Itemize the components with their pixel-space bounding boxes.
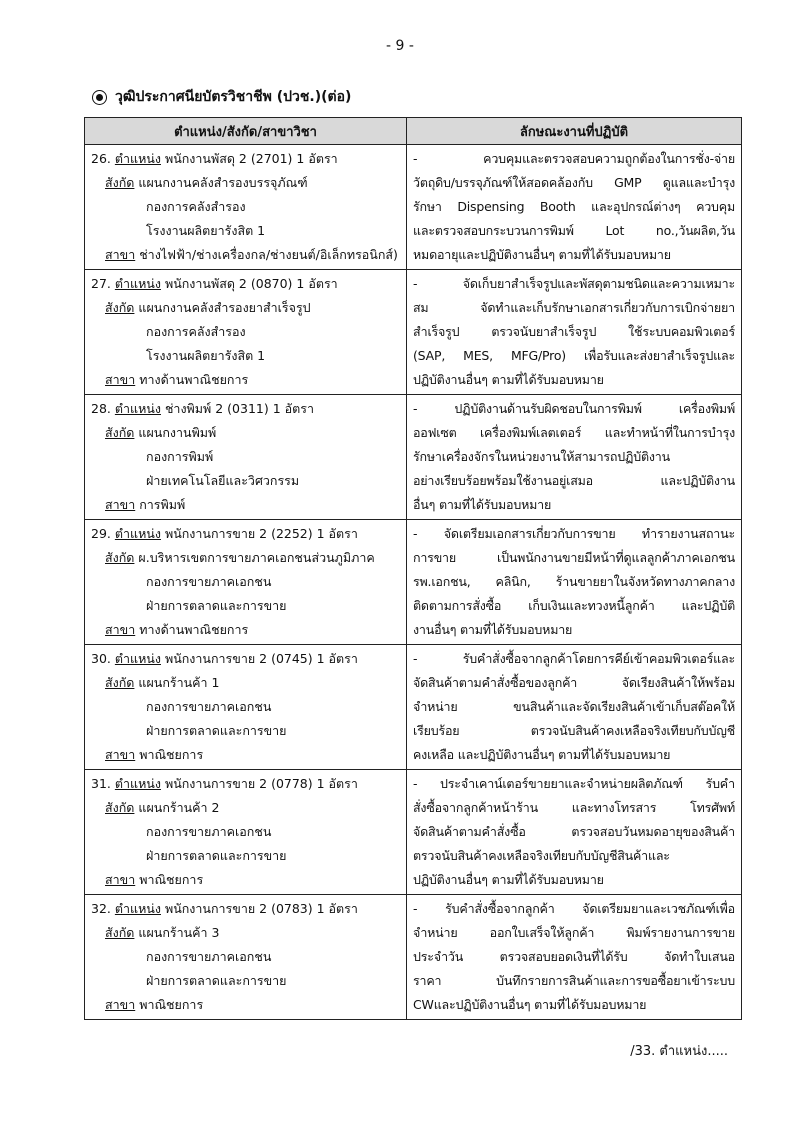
duty-line: คงเหลือ และปฏิบัติงานอื่นๆ ตามที่ได้รับมอบหมาย <box>413 747 671 762</box>
row-number: 29. <box>91 526 111 541</box>
duty-line: รักษาเครื่องจักรในหน่วยงานให้สามารถปฏิบัติงาน <box>413 449 670 464</box>
duty-line: (SAP, MES, MFG/Pro) เพื่อรับและส่งยาสำเร็จรูปและ <box>413 348 735 363</box>
duties-cell <box>407 270 742 395</box>
table-row <box>85 895 742 1020</box>
duty-line: สม จัดทำและเก็บรักษาเอกสารเกี่ยวกับการเบิกจ่ายยา <box>413 300 735 315</box>
duty-line: อื่นๆ ตามที่ได้รับมอบหมาย <box>413 497 552 512</box>
field-label: สาขา <box>105 747 136 762</box>
row-number: 27. <box>91 276 111 291</box>
department-value: ฝ่ายการตลาดและการขาย <box>146 848 287 863</box>
affiliation-value: แผนกร้านค้า 2 <box>138 800 220 815</box>
duty-line: - ประจำเคาน์เตอร์ขายยาและจำหน่ายผลิตภัณฑ์ รับคำ <box>413 776 735 791</box>
duties-cell <box>407 645 742 770</box>
affiliation-value: แผนกงานพิมพ์ <box>138 425 217 440</box>
duty-line: - รับคำสั่งซื้อจากลูกค้า จัดเตรียมยาและเวชภัณฑ์เพื่อ <box>413 901 735 916</box>
position-cell <box>85 395 407 520</box>
duty-line: - จัดเก็บยาสำเร็จรูปและพัสดุตามชนิดและความเหมาะ <box>413 276 735 291</box>
field-label: สาขา <box>105 997 136 1012</box>
duty-line: อย่างเรียบร้อยพร้อมใช้งานอยู่เสมอ และปฏิบัติงาน <box>413 473 735 488</box>
affiliation-label: สังกัด <box>105 800 135 815</box>
affiliation-value: ผ.บริหารเขตการขายภาคเอกชนส่วนภูมิภาค <box>138 550 375 565</box>
field-label: สาขา <box>105 872 136 887</box>
duty-line: เรียบร้อย ตรวจนับสินค้าคงเหลือจริงเทียบกับบัญชี <box>413 723 735 738</box>
position-cell <box>85 895 407 1020</box>
row-number: 26. <box>91 151 111 166</box>
duty-line: งานอื่นๆ ตามที่ได้รับมอบหมาย <box>413 622 573 637</box>
table-row <box>85 520 742 645</box>
position-title: พนักงานการขาย 2 (2252) 1 อัตรา <box>164 526 358 541</box>
field-label: สาขา <box>105 247 136 262</box>
table-header-row <box>85 118 742 145</box>
duty-line: ประจำวัน ตรวจสอบยอดเงินที่ได้รับ จัดทำใบเสนอ <box>413 949 735 964</box>
duty-line: ราคา บันทึกรายการสินค้าและการขอซื้อยาเข้าระบบ <box>413 973 735 988</box>
department-value: โรงงานผลิตยารังสิต 1 <box>146 223 266 238</box>
section-title: วุฒิประกาศนียบัตรวิชาชีพ (ปวช.)(ต่อ) <box>115 89 352 105</box>
row-number: 32. <box>91 901 111 916</box>
column-header-duties: ลักษณะงานที่ปฏิบัติ <box>407 118 742 145</box>
department-value: ฝ่ายการตลาดและการขาย <box>146 973 287 988</box>
position-label: ตำแหน่ง <box>114 901 161 916</box>
position-label: ตำแหน่ง <box>114 651 161 666</box>
position-title: พนักงานการขาย 2 (0778) 1 อัตรา <box>164 776 358 791</box>
affiliation-value: แผนกร้านค้า 3 <box>138 925 220 940</box>
table-row <box>85 645 742 770</box>
duty-line: รักษา Dispensing Booth และอุปกรณ์ต่างๆ ควบคุม <box>413 199 735 214</box>
position-cell <box>85 520 407 645</box>
position-label: ตำแหน่ง <box>114 776 161 791</box>
duties-cell <box>407 895 742 1020</box>
duty-line: - ควบคุมและตรวจสอบความถูกต้องในการชั่ง-จ่าย <box>413 151 735 166</box>
field-value: พาณิชยการ <box>139 747 204 762</box>
duty-line: จัดสินค้าตามคำสั่งซื้อ ตรวจสอบวันหมดอายุของสินค้า <box>413 824 735 839</box>
table-row <box>85 770 742 895</box>
duty-line: สำเร็จรูป ตรวจนับยาสำเร็จรูป ใช้ระบบคอมพิวเตอร์ <box>413 324 735 339</box>
duty-line: หมดอายุและปฏิบัติงานอื่นๆ ตามที่ได้รับมอบหมาย <box>413 247 671 262</box>
affiliation-value: แผนกงานคลังสำรองบรรจุภัณฑ์ <box>138 175 308 190</box>
division-value: กองการคลังสำรอง <box>146 199 246 214</box>
field-value: ช่างไฟฟ้า/ช่างเครื่องกล/ช่างยนต์/อิเล็กทรอนิกส์) <box>139 247 398 262</box>
position-cell <box>85 270 407 395</box>
position-label: ตำแหน่ง <box>114 151 161 166</box>
division-value: กองการคลังสำรอง <box>146 324 246 339</box>
affiliation-label: สังกัด <box>105 550 135 565</box>
table-row <box>85 395 742 520</box>
duties-cell <box>407 520 742 645</box>
row-number: 31. <box>91 776 111 791</box>
duty-line: วัตถุดิบ/บรรจุภัณฑ์ให้สอดคล้องกับ GMP ดูแลและบำรุง <box>413 175 735 190</box>
affiliation-label: สังกัด <box>105 175 135 190</box>
table-row <box>85 145 742 270</box>
affiliation-label: สังกัด <box>105 300 135 315</box>
duty-line: ตรวจนับสินค้าคงเหลือจริงเทียบกับบัญชีสินค้าและ <box>413 848 670 863</box>
position-cell <box>85 770 407 895</box>
position-cell <box>85 645 407 770</box>
duties-cell <box>407 145 742 270</box>
field-value: ทางด้านพาณิชยการ <box>139 622 249 637</box>
duty-line: - ปฏิบัติงานด้านรับผิดชอบในการพิมพ์ เครื่องพิมพ์ <box>413 401 735 416</box>
department-value: ฝ่ายการตลาดและการขาย <box>146 598 287 613</box>
affiliation-value: แผนกร้านค้า 1 <box>138 675 220 690</box>
field-value: ทางด้านพาณิชยการ <box>139 372 249 387</box>
division-value: กองการขายภาคเอกชน <box>146 949 272 964</box>
duty-line: ปฏิบัติงานอื่นๆ ตามที่ได้รับมอบหมาย <box>413 872 604 887</box>
field-value: พาณิชยการ <box>139 997 204 1012</box>
division-value: กองการพิมพ์ <box>146 449 214 464</box>
duty-line: CWและปฏิบัติงานอื่นๆ ตามที่ได้รับมอบหมาย <box>413 997 647 1012</box>
affiliation-value: แผนกงานคลังสำรองยาสำเร็จรูป <box>138 300 311 315</box>
continuation-note: /33. ตำแหน่ง..... <box>630 1044 728 1059</box>
duty-line: จำหน่าย ออกใบเสร็จให้ลูกค้า พิมพ์รายงานการขาย <box>413 925 735 940</box>
position-label: ตำแหน่ง <box>114 401 161 416</box>
duty-line: และตรวจสอบกระบวนการพิมพ์ Lot no.,วันผลิต,วัน <box>413 223 735 238</box>
duty-line: สั่งซื้อจากลูกค้าหน้าร้าน และทางโทรสาร โทรศัพท์ <box>413 800 735 815</box>
position-title: ช่างพิมพ์ 2 (0311) 1 อัตรา <box>164 401 315 416</box>
duty-line: - รับคำสั่งซื้อจากลูกค้าโดยการคีย์เข้าคอมพิวเตอร์และ <box>413 651 735 666</box>
department-value: โรงงานผลิตยารังสิต 1 <box>146 348 266 363</box>
duties-cell <box>407 395 742 520</box>
position-cell <box>85 145 407 270</box>
duty-line: ปฏิบัติงานอื่นๆ ตามที่ได้รับมอบหมาย <box>413 372 604 387</box>
position-title: พนักงานพัสดุ 2 (0870) 1 อัตรา <box>164 276 338 291</box>
radio-bullet-icon <box>92 90 107 105</box>
position-title: พนักงานพัสดุ 2 (2701) 1 อัตรา <box>164 151 338 166</box>
position-label: ตำแหน่ง <box>114 526 161 541</box>
position-label: ตำแหน่ง <box>114 276 161 291</box>
duty-line: - จัดเตรียมเอกสารเกี่ยวกับการขาย ทำรายงานสถานะ <box>413 526 735 541</box>
affiliation-label: สังกัด <box>105 425 135 440</box>
field-label: สาขา <box>105 372 136 387</box>
duties-cell <box>407 770 742 895</box>
duty-line: จัดสินค้าตามคำสั่งซื้อของลูกค้า จัดเรียงสินค้าให้พร้อม <box>413 675 735 690</box>
section-heading <box>92 86 351 108</box>
field-label: สาขา <box>105 622 136 637</box>
duty-line: ติดตามการสั่งซื้อ เก็บเงินและทวงหนี้ลูกค้า และปฏิบัติ <box>413 598 735 613</box>
duty-line: ออฟเซต เครื่องพิมพ์เลตเตอร์ และทำหน้าที่ในการบำรุง <box>413 425 735 440</box>
field-value: พาณิชยการ <box>139 872 204 887</box>
duty-line: จำหน่าย ขนสินค้าและจัดเรียงสินค้าเข้าเก็บสต๊อคให้ <box>413 699 735 714</box>
position-title: พนักงานการขาย 2 (0745) 1 อัตรา <box>164 651 358 666</box>
duty-line: การขาย เป็นพนักงานขายมีหน้าที่ดูแลลูกค้าภาคเอกชน <box>413 550 735 565</box>
affiliation-label: สังกัด <box>105 675 135 690</box>
duty-line: รพ.เอกชน, คลินิก, ร้านขายยาในจังหวัดทางภาคกลาง <box>413 574 735 589</box>
division-value: กองการขายภาคเอกชน <box>146 574 272 589</box>
department-value: ฝ่ายการตลาดและการขาย <box>146 723 287 738</box>
table-row <box>85 270 742 395</box>
position-title: พนักงานการขาย 2 (0783) 1 อัตรา <box>164 901 358 916</box>
division-value: กองการขายภาคเอกชน <box>146 824 272 839</box>
page-number: - 9 - <box>386 38 414 54</box>
division-value: กองการขายภาคเอกชน <box>146 699 272 714</box>
column-header-position: ตำแหน่ง/สังกัด/สาขาวิชา <box>85 118 407 145</box>
field-value: การพิมพ์ <box>139 497 186 512</box>
positions-table <box>84 117 742 1020</box>
row-number: 28. <box>91 401 111 416</box>
field-label: สาขา <box>105 497 136 512</box>
row-number: 30. <box>91 651 111 666</box>
department-value: ฝ่ายเทคโนโลยีและวิศวกรรม <box>146 473 300 488</box>
affiliation-label: สังกัด <box>105 925 135 940</box>
